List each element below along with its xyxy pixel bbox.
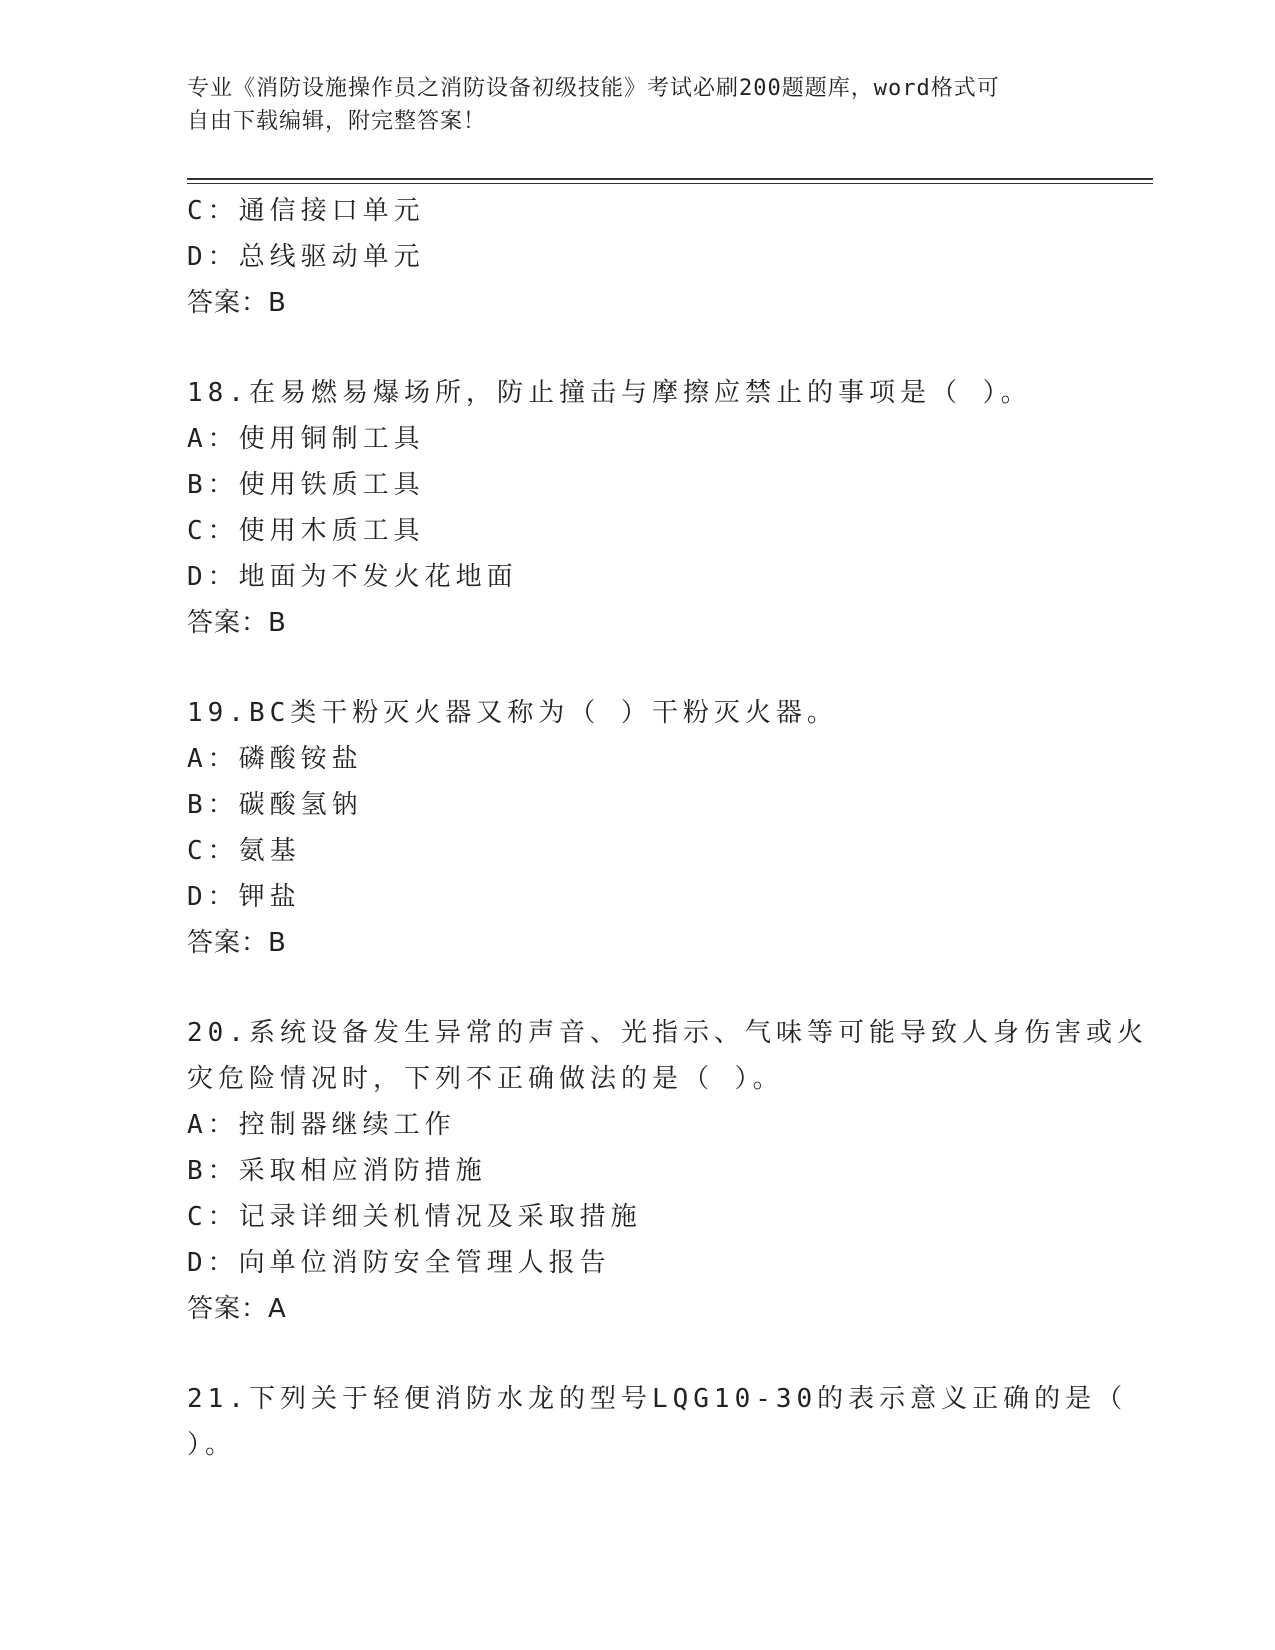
question-21 [187,1376,1128,1468]
option-d: D：总线驱动单元 [187,242,425,272]
option-c: C：氨基 [187,836,301,866]
option-c: C：使用木质工具 [187,516,425,546]
option-a: A：控制器继续工作 [187,1110,456,1140]
header-divider-thick [187,178,1153,180]
question-spacer [187,646,1087,690]
question-18 [187,370,1087,646]
question-stem-line1: 20.系统设备发生异常的声音、光指示、气味等可能导致人身伤害或火 [187,1018,1148,1048]
question-list [187,188,1148,1468]
answer-line: 答案：B [187,288,287,318]
answer-line: 答案：B [187,608,287,638]
document-header [187,72,1077,138]
question-19 [187,690,1087,966]
question-stem-line2: 灾危险情况时，下列不正确做法的是（ ）。 [187,1064,784,1094]
option-d: D：钾盐 [187,882,301,912]
question-spacer [187,326,1087,370]
option-b: B：碳酸氢钠 [187,790,363,820]
question-stem-line2: ）。 [187,1430,237,1460]
question-stem: 19.BC类干粉灭火器又称为（ ）干粉灭火器。 [187,698,838,728]
option-b: B：采取相应消防措施 [187,1156,487,1186]
header-title-line1: 专业《消防设施操作员之消防设备初级技能》考试必刷200题题库，word格式可 [187,76,1000,101]
answer-line: 答案：B [187,928,287,958]
question-spacer [187,1332,1087,1376]
header-divider-thin [187,183,1153,184]
question-stem: 18.在易燃易爆场所，防止撞击与摩擦应禁止的事项是（ ）。 [187,378,1032,408]
question-stem-line1: 21.下列关于轻便消防水龙的型号LQG10-30的表示意义正确的是（ [187,1384,1128,1414]
option-b: B：使用铁质工具 [187,470,425,500]
option-a: A：磷酸铵盐 [187,744,363,774]
question-spacer [187,966,1087,1010]
question-17-tail [187,188,1087,326]
option-d: D：地面为不发火花地面 [187,562,518,592]
option-c: C：记录详细关机情况及采取措施 [187,1202,642,1232]
answer-line: 答案：A [187,1294,287,1324]
option-c: C：通信接口单元 [187,196,425,226]
question-20 [187,1010,1148,1332]
option-d: D：向单位消防安全管理人报告 [187,1248,611,1278]
header-title-line2: 自由下载编辑，附完整答案！ [187,109,487,134]
option-a: A：使用铜制工具 [187,424,425,454]
